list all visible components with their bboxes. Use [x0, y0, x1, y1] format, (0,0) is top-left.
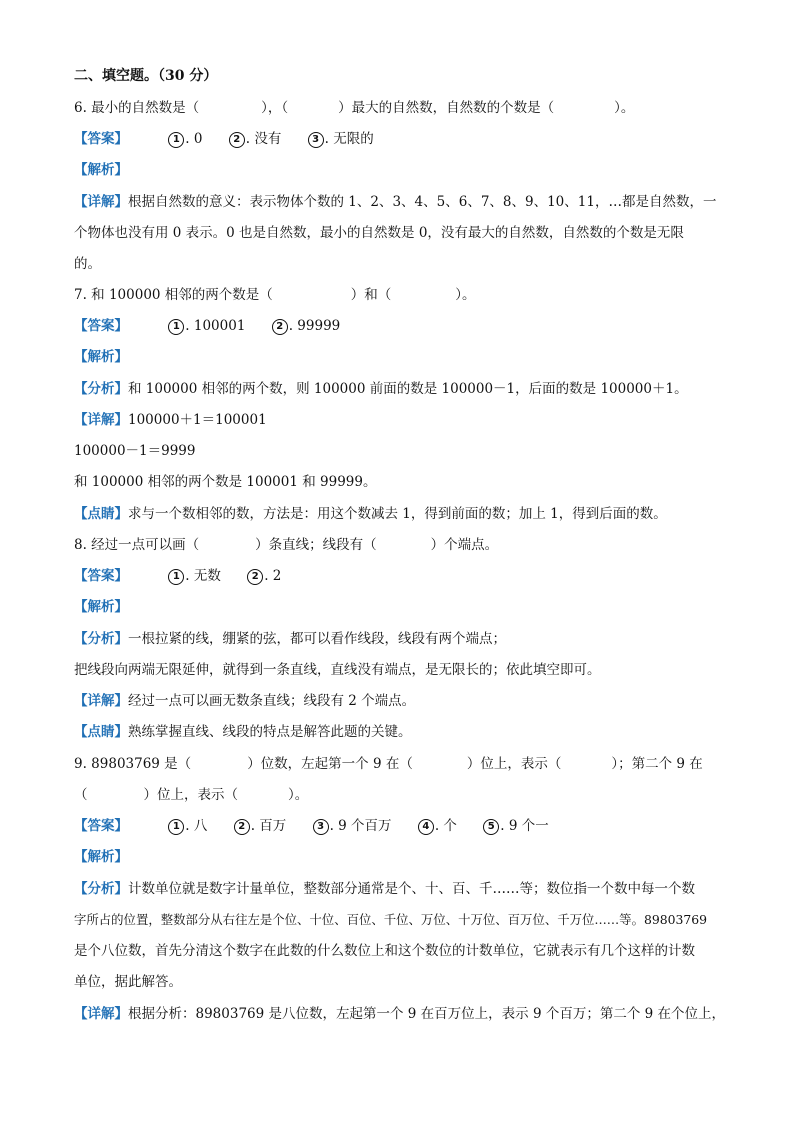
question-6-stem: 6. 最小的自然数是（ ），（ ）最大的自然数，自然数的个数是（ ）。 [74, 100, 635, 116]
question-9-stem: 9. 89803769 是（ ）位数，左起第一个 9 在（ ）位上，表示（ ）；第二个 9 在 [74, 756, 703, 772]
question-9-fenxi-cont2: 是个八位数，首先分清这个数字在此数的什么数位上和这个数位的计数单位，它就表示有几个这样的计数 [74, 943, 695, 959]
answer-number-circle: 1 [168, 319, 184, 335]
answer-item: 1 . 0 [168, 130, 202, 148]
answer-tag: 【答案】 [74, 568, 128, 584]
answer-item: 4 . 个 [418, 817, 457, 835]
answer-item: 3 . 9 个百万 [313, 817, 392, 835]
question-6-detail: 【详解】根据自然数的意义：表示物体个数的 1、2、3、4、5、6、7、8、9、10、11，…都是自然数，一 [74, 194, 717, 210]
question-9-stem-cont: （ ）位上，表示（ ）。 [74, 787, 309, 803]
question-9-detail: 【详解】根据分析：89803769 是八位数，左起第一个 9 在百万位上，表示 9 个百万；第二个 9 在个位上， [74, 1006, 726, 1022]
answer-item: 3 . 无限的 [308, 130, 374, 148]
answer-number-circle: 3 [308, 132, 324, 148]
answer-item: 2 . 99999 [272, 317, 341, 335]
answer-item: 1 . 无数 [168, 567, 221, 585]
section-title: 二、填空题。（30 分） [74, 68, 218, 84]
question-8-fenxi: 【分析】一根拉紧的线，绷紧的弦，都可以看作线段，线段有两个端点； [74, 631, 506, 647]
answer-item: 2 . 百万 [234, 817, 287, 835]
answer-tag: 【答案】 [74, 818, 128, 834]
question-7-calc: 100000－1＝9999 [74, 443, 196, 459]
answer-number-circle: 3 [313, 819, 329, 835]
answer-item: 2 . 没有 [229, 130, 282, 148]
answer-number-circle: 1 [168, 132, 184, 148]
question-8-dianjing: 【点睛】熟练掌握直线、线段的特点是解答此题的关键。 [74, 724, 412, 740]
analysis-tag: 【解析】 [74, 599, 128, 615]
answer-number-circle: 2 [272, 319, 288, 335]
answer-number-circle: 2 [247, 569, 263, 585]
answer-number-circle: 1 [168, 819, 184, 835]
answer-number-circle: 4 [418, 819, 434, 835]
question-6-detail-cont: 个物体也没有用 0 表示。0 也是自然数，最小的自然数是 0，没有最大的自然数，自然数的个数是无限 [74, 225, 684, 241]
answer-tag: 【答案】 [74, 318, 128, 334]
answer-number-circle: 2 [229, 132, 245, 148]
question-8-stem: 8. 经过一点可以画（ ）条直线；线段有（ ）个端点。 [74, 537, 499, 553]
question-8-detail: 【详解】经过一点可以画无数条直线；线段有 2 个端点。 [74, 693, 416, 709]
question-9-fenxi-cont: 字所占的位置，整数部分从右往左是个位、十位、百位、千位、万位、十万位、百万位、千万位……等。89803769 [74, 912, 708, 927]
answer-number-circle: 5 [483, 819, 499, 835]
question-7-stem: 7. 和 100000 相邻的两个数是（ ）和（ ）。 [74, 287, 476, 303]
question-8-answer [74, 567, 303, 585]
answer-item: 2 . 2 [247, 567, 281, 585]
question-9-answer [74, 817, 571, 835]
answer-tag: 【答案】 [74, 131, 128, 147]
question-6-detail-end: 的。 [74, 256, 101, 272]
question-7-conclusion: 和 100000 相邻的两个数是 100001 和 99999。 [74, 474, 377, 490]
question-9-fenxi-end: 单位，据此解答。 [74, 974, 182, 990]
answer-item: 5 . 9 个一 [483, 817, 548, 835]
question-7-fenxi: 【分析】和 100000 相邻的两个数，则 100000 前面的数是 100000－1，后面的数是 100000＋1。 [74, 381, 688, 397]
question-7-detail: 【详解】100000＋1＝100001 [74, 412, 267, 428]
question-9-fenxi: 【分析】计数单位就是数字计量单位，整数部分通常是个、十、百、千……等；数位指一个数中每一个数 [74, 881, 695, 897]
question-7-answer [74, 317, 362, 335]
answer-item: 1 . 八 [168, 817, 207, 835]
analysis-tag: 【解析】 [74, 349, 128, 365]
question-8-fenxi-cont: 把线段向两端无限延伸，就得到一条直线，直线没有端点，是无限长的；依此填空即可。 [74, 662, 601, 678]
answer-item: 1 . 100001 [168, 317, 245, 335]
question-7-dianjing: 【点睛】求与一个数相邻的数，方法是：用这个数减去 1，得到前面的数；加上 1，得到后面的数。 [74, 506, 667, 522]
answer-number-circle: 1 [168, 569, 184, 585]
analysis-tag: 【解析】 [74, 849, 128, 865]
answer-number-circle: 2 [234, 819, 250, 835]
analysis-tag: 【解析】 [74, 162, 128, 178]
question-6-answer [74, 130, 396, 148]
